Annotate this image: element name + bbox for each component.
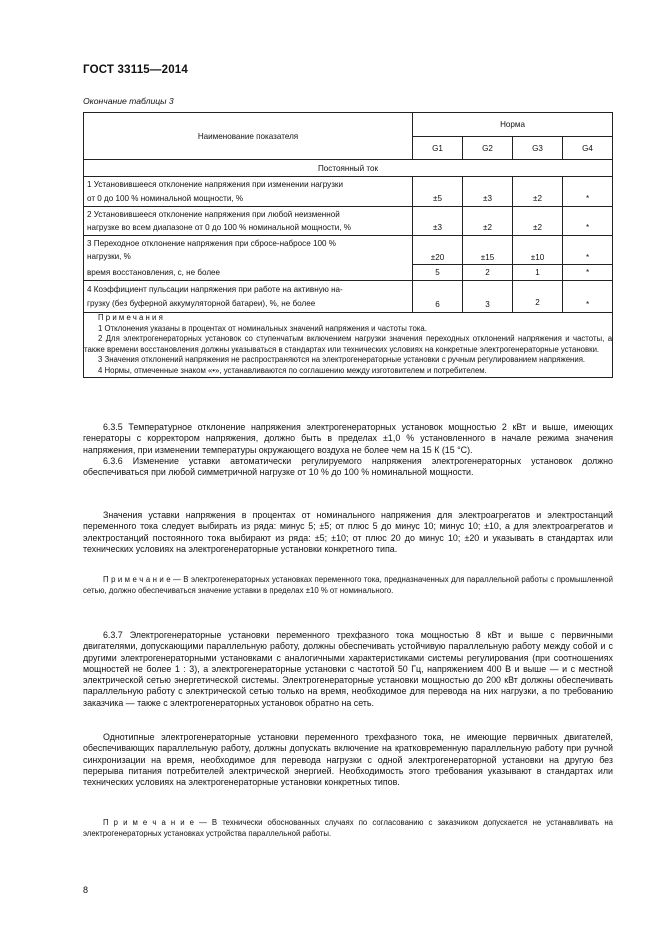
note-item: 3 Значения отклонений напряжения не распространяются на электрогенераторные установки с ручным регулированием напряжения.	[98, 355, 586, 365]
section-6-3-7	[83, 630, 613, 709]
column-header-name: Наименование показателя	[84, 113, 413, 160]
section-row: Постоянный ток	[84, 160, 613, 177]
table-cell: *	[563, 177, 613, 207]
paragraph: 6.3.7 Электрогенераторные установки переменного трехфазного тока мощностью 8 кВт и выше с первичными двигателями, допускающими параллельную работу, должны обеспечивать устойчивую параллельную работу между собой и с другими электрогенераторными установками с аналогичными характеристиками системы регулирования (при соотношениях мощностей не более 1 : 3), а электрогенераторные установки с частотой 50 Гц, напряжением 400 В и выше — и с местной электрической сетью энергетической системы. Электрогенераторные установки мощностью до 200 кВт должны обеспечивать параллельную работу с электрической сетью только на время, необходимое для перевода на них нагрузки, а по требованию заказчика — также с электрогенераторных установок обратно на сеть.	[83, 630, 613, 708]
table-cell: ±3	[463, 177, 513, 207]
note-item: 4 Нормы, отмеченные знаком «•», устанавливаются по соглашению между изготовителем и потребителем.	[98, 365, 487, 375]
paragraph: 6.3.6 Изменение уставки автоматически регулируемого напряжения электрогенераторных установок должно обеспечиваться при любой симметричной нагрузке от 10 % до 100 % номинальной мощности.	[83, 455, 613, 478]
table-cell: *	[563, 265, 613, 281]
note-text: В технически обоснованных случаях по согласованию с заказчиком допускается не устанавливать на электрогенераторных установках устройства параллельной работы.	[83, 818, 613, 839]
table-cell: ±2	[513, 207, 563, 236]
note-item: 2 Для электрогенераторных установок со ступенчатым включением нагрузки значения переходных отклонений напряжения и частоты, а также времени восстановления должны указываться в стандартах или технических условиях на конкретные электрогенераторные установки.	[84, 334, 613, 354]
paragraph: 6.3.5 Температурное отклонение напряжения электрогенераторных установок мощностью 2 кВт и выше, имеющих генераторы с корректором напряжения, должно быть в пределах ±1,0 % установленного в начале режима значения напряжения, при изменении температуры окружающего воздуха не более чем на 15 К (15 °С).	[83, 422, 613, 455]
table-row	[84, 177, 613, 207]
row-label: 3 Переходное отклонение напряжения при сбросе-набросе 100 % нагрузки, %	[84, 236, 413, 265]
column-header-norm: Норма	[413, 113, 613, 137]
table-cell: *	[563, 236, 613, 265]
note-2	[83, 817, 613, 840]
note-item: 1 Отклонения указаны в процентах от номинальных значений напряжения и частоты тока.	[98, 323, 427, 333]
paragraph: Однотипные электрогенераторные установки переменного трехфазного тока, не имеющие первичных двигателей, обеспечивающих параллельную работу, должны допускать включение на кратковременную параллельную работу при ручной синхронизации на время, необходимое для перевода нагрузки с одной электрогенераторной установки на другую без перерыва питания потребителей электрической энергией. Необходимость этого требования указывают в стандартах или технических условиях на электрогенераторные установки конкретных типов.	[83, 732, 613, 788]
table-cell: ±10	[513, 236, 563, 265]
table-row	[84, 236, 613, 265]
table-cell: 5	[413, 265, 463, 281]
paragraph: Значения уставки напряжения в процентах от номинального напряжения для электроагрегатов и электростанций переменного тока следует выбирать из ряда: минус 5; ±5; от плюс 5 до минус 10; минус 10; ±10, а для электроагрегатов и электростанций постоянного тока выбирают из ряда: ±5; ±10; от плюс 20 до минус 10; ±20 и указывать в стандартах или технических условиях на электрогенераторные установки конкретного типа.	[83, 510, 613, 554]
table-caption: Окончание таблицы 3	[83, 96, 174, 106]
table-cell: ±15	[463, 236, 513, 265]
row-label: 4 Коэффициент пульсации напряжения при работе на активную на- грузку (без буферной аккумуляторной батареи), %, не более	[84, 281, 413, 313]
note-label: П р и м е ч а н и е —	[103, 575, 181, 584]
table-row	[84, 207, 613, 236]
group-header-g2: G2	[463, 137, 513, 160]
group-header-g3: G3	[513, 137, 563, 160]
table-row	[84, 281, 613, 313]
note-label: П р и м е ч а н и е —	[103, 818, 207, 827]
table-cell: *	[563, 207, 613, 236]
note-text: В электрогенераторных установках переменного тока, предназначенных для параллельной работы с промышленной сетью, должно обеспечиваться значение уставки в пределах ±10 % от номинального.	[83, 575, 613, 596]
table-cell: 3	[463, 281, 513, 313]
table-cell: ±3	[413, 207, 463, 236]
row-label: 1 Установившееся отклонение напряжения при изменении нагрузки от 0 до 100 % номинальной мощности, %	[84, 177, 413, 207]
group-header-g1: G1	[413, 137, 463, 160]
document-header: ГОСТ 33115—2014	[83, 64, 188, 76]
row-label: 2 Установившееся отклонение напряжения при любой неизменной нагрузке во всем диапазоне от 0 до 100 % номинальной мощности, %	[84, 207, 413, 236]
table-cell: 2	[463, 265, 513, 281]
table-cell: ±20	[413, 236, 463, 265]
page-number: 8	[83, 885, 89, 895]
table-cell: ±2	[513, 177, 563, 207]
table-notes	[84, 313, 613, 378]
table-cell: ±2	[463, 207, 513, 236]
table-cell: ±5	[413, 177, 463, 207]
norms-table	[83, 112, 613, 378]
notes-title: Примечания	[98, 313, 166, 322]
table-row	[84, 265, 613, 281]
table-cell: 2	[513, 281, 563, 313]
table-cell: 6	[413, 281, 463, 313]
row-label: время восстановления, с, не более	[84, 265, 413, 281]
section-6-3-7-b	[83, 732, 613, 788]
note-1	[83, 574, 613, 597]
table-cell: *	[563, 281, 613, 313]
section-6-3-5	[83, 422, 613, 478]
table-cell: 1	[513, 265, 563, 281]
section-6-3-6-values	[83, 510, 613, 555]
group-header-g4: G4	[563, 137, 613, 160]
